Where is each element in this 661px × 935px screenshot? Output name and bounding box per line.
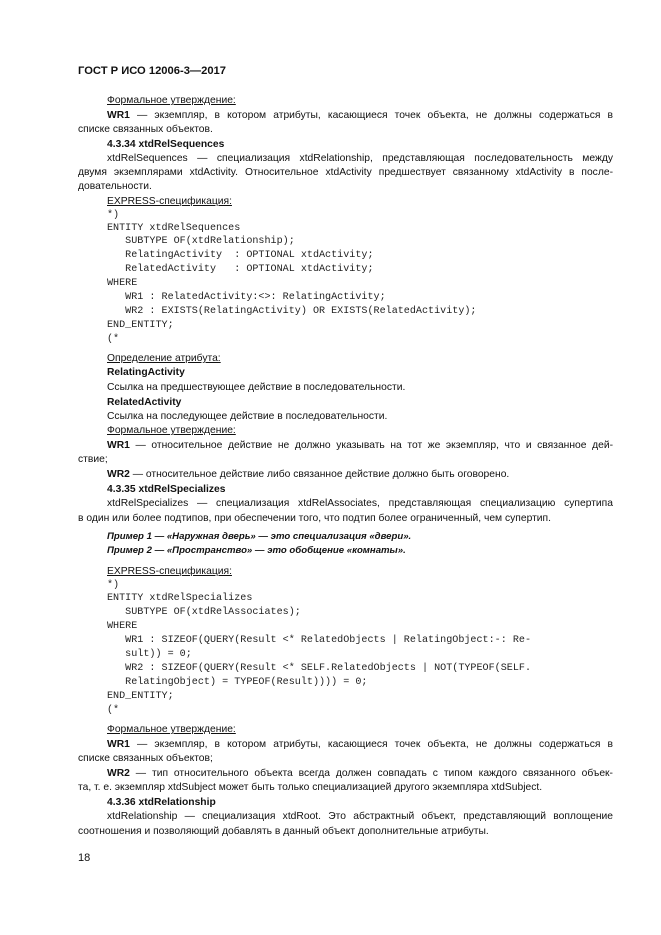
s4336-para-line-1: xtdRelationship — специализация xtdRoot. Это абстрактный объект, представляющий воплощение xyxy=(107,811,613,822)
formal-statement-heading-3: Формальное утверждение: xyxy=(107,724,236,735)
section-heading-4-3-36 xyxy=(107,796,216,810)
attribute-desc-related: Ссылка на последующее действие в последовательности. xyxy=(107,411,388,422)
wr2-label: WR2 xyxy=(107,469,130,480)
page-number: 18 xyxy=(78,852,91,864)
wr2-label: WR2 xyxy=(107,768,130,779)
express-spec-heading-2: EXPRESS-спецификация: xyxy=(107,566,232,577)
formal-statement-heading-1: Формальное утверждение: xyxy=(107,95,236,106)
code-line: RelatedActivity : OPTIONAL xtdActivity; xyxy=(107,264,374,275)
wr1-text-line-1 xyxy=(107,109,613,123)
s4334-para-line-3: довательности. xyxy=(78,181,152,192)
code-line: WR2 : SIZEOF(QUERY(Result <* SELF.RelatedObjects | NOT(TYPEOF(SELF. xyxy=(107,663,532,674)
wr1-label: WR1 xyxy=(107,440,130,451)
attribute-name-relating: RelatingActivity xyxy=(107,367,185,378)
section-title: xtdRelSpecializes xyxy=(138,484,226,495)
example-2: Пример 2 — «Пространство» — это обобщение «комнаты». xyxy=(107,545,406,556)
code-line: ENTITY xtdRelSpecializes xyxy=(107,593,253,604)
code-line: *) xyxy=(107,580,120,591)
code-line: RelatingObject) = TYPEOF(Result)))) = 0; xyxy=(107,677,368,688)
wr1-text-line-1 xyxy=(107,439,613,453)
code-line: *) xyxy=(107,210,120,221)
code-line: (* xyxy=(107,334,120,345)
code-line: WR1 : SIZEOF(QUERY(Result <* RelatedObjects | RelatingObject:-: Re- xyxy=(107,635,532,646)
wr1-text-line-2: ствие; xyxy=(78,454,108,465)
section-number: 4.3.36 xyxy=(107,797,139,808)
formal-statement-heading-2: Формальное утверждение: xyxy=(107,425,236,436)
code-line: RelatingActivity : OPTIONAL xtdActivity; xyxy=(107,250,374,261)
wr1-label: WR1 xyxy=(107,110,130,121)
code-line: WHERE xyxy=(107,621,138,632)
section-title: xtdRelationship xyxy=(138,797,216,808)
code-line: END_ENTITY; xyxy=(107,320,174,331)
s4335-para-line-2: в один или более подтипов, при обеспечении того, что подтип более ограниченный, чем супертип. xyxy=(78,513,551,524)
code-line: SUBTYPE OF(xtdRelationship); xyxy=(107,236,295,247)
page-header: ГОСТ Р ИСО 12006-3—2017 xyxy=(78,65,226,77)
section-number: 4.3.34 xyxy=(107,139,139,150)
wr2-text-line-1 xyxy=(107,767,613,781)
wr1-text-line-2: списке связанных объектов; xyxy=(78,753,213,764)
attribute-desc-relating: Ссылка на предшествующее действие в последовательности. xyxy=(107,382,406,393)
code-line: SUBTYPE OF(xtdRelAssociates); xyxy=(107,607,301,618)
wr2-text-line-2: та, т. е. экземпляр xtdSubject может быть только специализацией другого экземпляра xtdSubject. xyxy=(78,782,543,793)
s4336-para-line-2: соотношения и позволяющий добавлять в данный объект дополнительные атрибуты. xyxy=(78,826,489,837)
code-line: sult)) = 0; xyxy=(107,649,192,660)
example-1: Пример 1 — «Наружная дверь» — это специализация «двери». xyxy=(107,531,412,542)
wr1-text-line-1 xyxy=(107,738,613,752)
code-line: END_ENTITY; xyxy=(107,691,174,702)
wr1-text: — относительное действие не должно указывать на тот же экземпляр, что и связанное дей- xyxy=(129,440,613,451)
wr1-label: WR1 xyxy=(107,739,130,750)
attribute-name-related: RelatedActivity xyxy=(107,397,182,408)
code-line: ENTITY xtdRelSequences xyxy=(107,223,241,234)
section-heading-4-3-34 xyxy=(107,138,224,152)
code-line: WHERE xyxy=(107,278,138,289)
wr1-text: — экземпляр, в котором атрибуты, касающиеся точек объекта, не должны содержаться в xyxy=(129,110,613,121)
code-line: (* xyxy=(107,705,120,716)
code-line: WR1 : RelatedActivity:<>: RelatingActivity; xyxy=(107,292,386,303)
express-spec-heading-1: EXPRESS-спецификация: xyxy=(107,196,232,207)
section-title: xtdRelSequences xyxy=(138,139,225,150)
wr1-text: — экземпляр, в котором атрибуты, касающиеся точек объекта, не должны содержаться в xyxy=(129,739,613,750)
wr1-text-line-2: списке связанных объектов. xyxy=(78,124,213,135)
wr2-text xyxy=(107,468,509,482)
s4334-para-line-1: xtdRelSequences — специализация xtdRelationship, представляющая последовательность между xyxy=(107,153,613,164)
section-number: 4.3.35 xyxy=(107,484,139,495)
wr2-text-body: — относительное действие либо связанное действие должно быть оговорено. xyxy=(129,469,510,480)
section-heading-4-3-35 xyxy=(107,483,226,497)
s4334-para-line-2: двумя экземплярами xtdActivity. Относительное xtdActivity предшествует связанному xtdActivity в после- xyxy=(78,167,613,178)
attribute-definition-heading: Определение атрибута: xyxy=(107,353,221,364)
code-line: WR2 : EXISTS(RelatingActivity) OR EXISTS(RelatedActivity); xyxy=(107,306,477,317)
s4335-para-line-1: xtdRelSpecializes — специализация xtdRelAssociates, представляющая специализацию супертипа xyxy=(107,498,613,509)
wr2-text: — тип относительного объекта всегда должен совпадать с типом каждого связанного объек- xyxy=(129,768,613,779)
